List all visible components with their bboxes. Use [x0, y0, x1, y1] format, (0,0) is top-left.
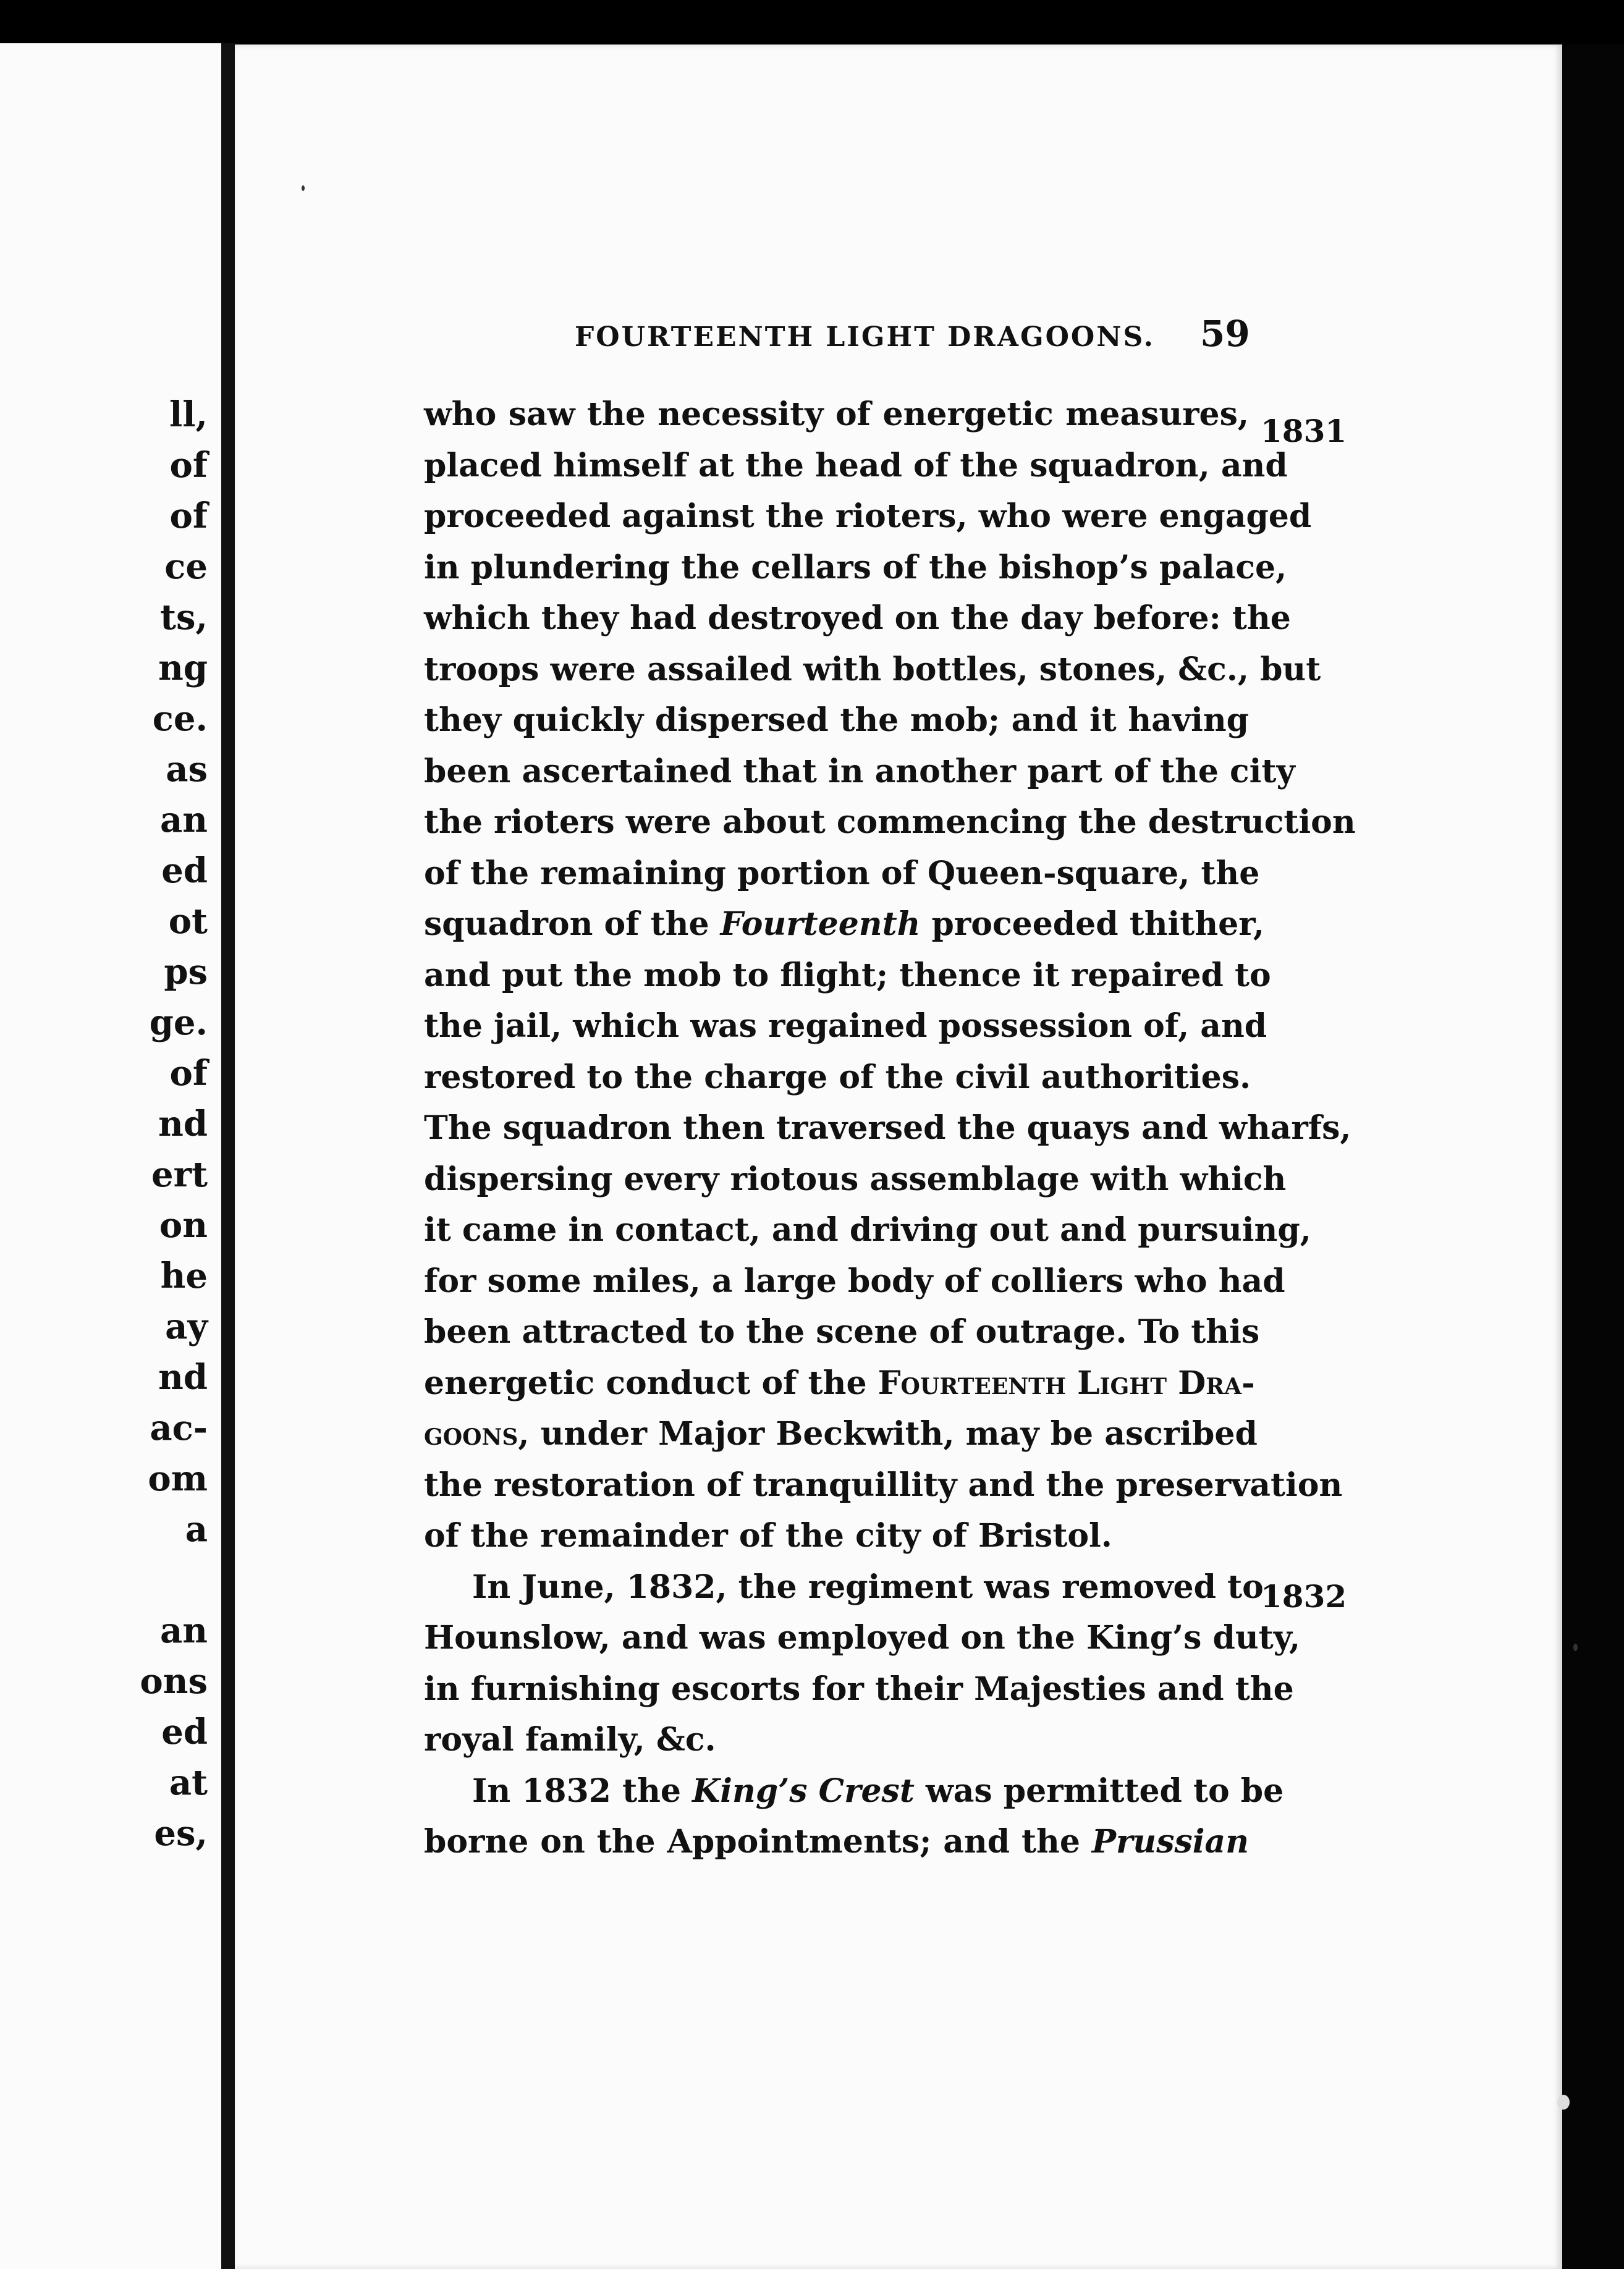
- text-line: proceeded against the rioters, who were engaged: [424, 497, 1312, 535]
- text-line: the jail, which was regained possession of, and: [424, 1007, 1267, 1045]
- fragment: an: [160, 1610, 208, 1651]
- fragment: ac-: [150, 1408, 208, 1448]
- text-line: it came in contact, and driving out and pursuing,: [424, 1211, 1311, 1249]
- fragment: he: [160, 1256, 208, 1296]
- small-caps-run: goons: [424, 1415, 518, 1453]
- text-line: which they had destroyed on the day before: the: [424, 599, 1291, 637]
- speck: [1573, 1644, 1578, 1651]
- fragment: ts,: [160, 597, 208, 638]
- fragment: a: [185, 1509, 208, 1550]
- page-number: 59: [1200, 313, 1250, 355]
- fragment: ert: [151, 1154, 208, 1195]
- italic-run: Fourteenth: [720, 905, 921, 943]
- previous-page-edge: [0, 43, 221, 2269]
- text-line: in plundering the cellars of the bishop’s palace,: [424, 548, 1287, 586]
- text-line: The squadron then traversed the quays and wharfs,: [424, 1109, 1351, 1147]
- text-line: for some miles, a large body of colliers who had: [424, 1262, 1285, 1300]
- text-line: Hounslow, and was employed on the King’s duty,: [424, 1619, 1301, 1657]
- fragment: ay: [165, 1306, 208, 1347]
- fragment: ng: [158, 648, 208, 688]
- running-head: FOURTEENTH LIGHT DRAGOONS.: [575, 321, 1155, 353]
- fragment: of: [169, 496, 208, 536]
- fragment: ce: [164, 546, 208, 587]
- scan-border: [1562, 44, 1624, 2269]
- text-run: energetic conduct of the: [424, 1364, 878, 1402]
- text-line: of the remainder of the city of Bristol.: [424, 1517, 1112, 1555]
- text-line: [424, 1817, 1249, 1868]
- previous-page-fragments: [84, 389, 208, 1859]
- text-run: In 1832 the: [472, 1772, 693, 1810]
- book-gutter: [221, 43, 235, 2269]
- text-line: [424, 1358, 1255, 1409]
- fragment: ce.: [152, 698, 208, 739]
- speck: [302, 185, 305, 191]
- text-line: placed himself at the head of the squadron, and: [424, 446, 1288, 484]
- fragment: ll,: [169, 394, 208, 435]
- fragment: ps: [164, 952, 208, 992]
- fragment: nd: [158, 1357, 208, 1398]
- fragment: ons: [140, 1661, 208, 1702]
- italic-run: Prussian: [1091, 1823, 1249, 1861]
- text-line: troops were assailed with bottles, stones, &c., but: [424, 650, 1321, 688]
- fragment: an: [160, 800, 208, 840]
- text-run: borne on the Appointments; and the: [424, 1823, 1092, 1861]
- text-line: [424, 1409, 1258, 1460]
- fragment: om: [148, 1458, 208, 1499]
- text-line: been ascertained that in another part of the city: [424, 752, 1295, 790]
- text-line: the restoration of tranquillity and the preservation: [424, 1466, 1343, 1504]
- fragment: ot: [168, 901, 208, 942]
- fragment: of: [169, 1053, 208, 1094]
- text-run: , under Major Beckwith, may be ascribed: [518, 1415, 1258, 1453]
- text-line: they quickly dispersed the mob; and it having: [424, 701, 1249, 739]
- fragment: nd: [158, 1104, 208, 1144]
- fragment: on: [159, 1205, 208, 1246]
- text-line: who saw the necessity of energetic measures,: [424, 395, 1249, 433]
- text-line: in furnishing escorts for their Majesties and the: [424, 1670, 1294, 1708]
- text-line: dispersing every riotous assemblage with which: [424, 1160, 1287, 1198]
- text-run: was permitted to be: [914, 1772, 1284, 1810]
- margin-year: 1831: [1261, 413, 1347, 449]
- small-caps-run: Fourteenth Light Dra-: [878, 1364, 1255, 1402]
- margin-year: 1832: [1261, 1578, 1347, 1615]
- text-run: squadron of the: [424, 905, 721, 943]
- fragment: at: [169, 1762, 208, 1803]
- text-line: the rioters were about commencing the destruction: [424, 803, 1356, 841]
- text-line: and put the mob to flight; thence it repaired to: [424, 956, 1271, 994]
- speck: [1557, 2095, 1570, 2110]
- text-line: restored to the charge of the civil authorities.: [424, 1058, 1251, 1096]
- fragment: [84, 1555, 208, 1605]
- fragment: ed: [161, 850, 208, 891]
- text-line: royal family, &c.: [424, 1721, 716, 1759]
- text-line: In June, 1832, the regiment was removed to: [472, 1568, 1264, 1606]
- text-run: proceeded thither,: [920, 905, 1264, 943]
- fragment: es,: [154, 1813, 208, 1854]
- fragment: ed: [161, 1712, 208, 1752]
- fragment: of: [169, 445, 208, 486]
- text-line: [424, 899, 1264, 950]
- text-line: of the remaining portion of Queen-square, the: [424, 854, 1260, 892]
- text-line: [424, 1766, 1284, 1817]
- fragment: ge.: [149, 1002, 208, 1043]
- text-line: been attracted to the scene of outrage. To this: [424, 1313, 1260, 1351]
- italic-run: King’s Crest: [692, 1772, 915, 1810]
- fragment: as: [166, 749, 208, 790]
